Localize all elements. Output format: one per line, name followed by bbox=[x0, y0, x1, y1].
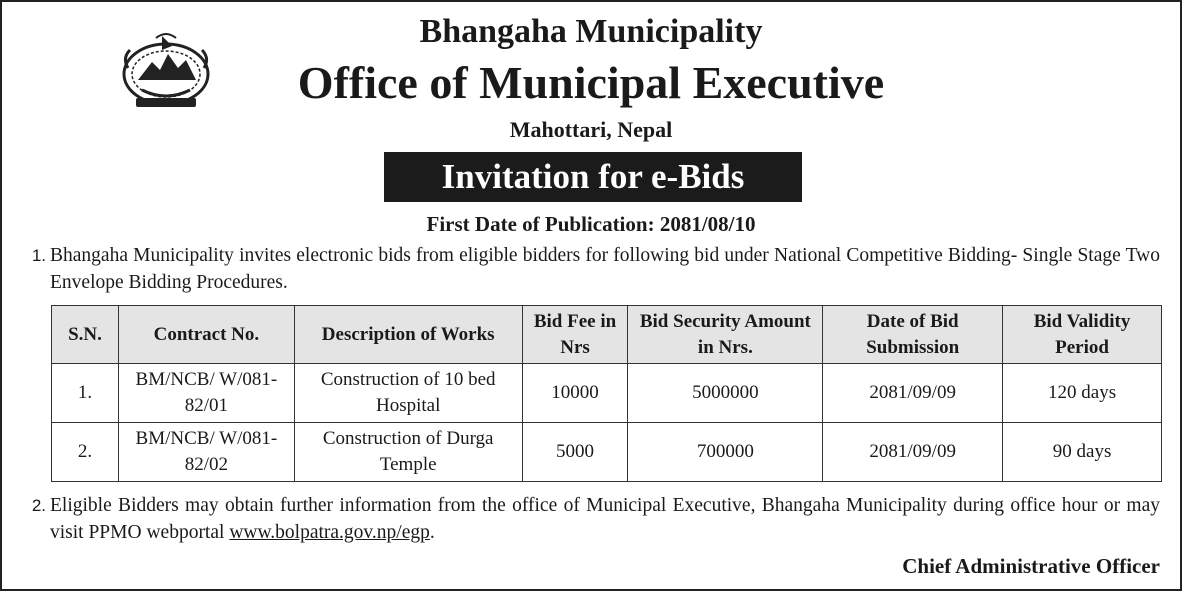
paragraph-text bbox=[50, 492, 1160, 546]
table-header-row bbox=[52, 306, 1162, 364]
cell-bid-fee: 10000 bbox=[522, 364, 628, 423]
cell-submission-date: 2081/09/09 bbox=[823, 423, 1003, 482]
paragraph-2 bbox=[18, 492, 1160, 546]
cell-sn: 2. bbox=[52, 423, 119, 482]
cell-contract-no: BM/NCB/ W/081-82/01 bbox=[118, 364, 294, 423]
paragraph-text-start: Eligible Bidders may obtain further information from the office of Municipal Executive, Bhangaha Municipality during office hour or may visit PPMO webportal bbox=[50, 495, 1160, 543]
paragraph-number: 1. bbox=[31, 246, 46, 265]
bid-table bbox=[51, 305, 1162, 482]
header-submission-date: Date of Bid Submission bbox=[823, 306, 1003, 364]
cell-bid-security: 700000 bbox=[628, 423, 823, 482]
cell-description: Construction of 10 bed Hospital bbox=[294, 364, 522, 423]
notice-banner: Invitation for e-Bids bbox=[384, 152, 802, 202]
header-bid-security: Bid Security Amount in Nrs. bbox=[628, 306, 823, 364]
table-row bbox=[52, 423, 1162, 482]
header-validity: Bid Validity Period bbox=[1003, 306, 1162, 364]
paragraph-1 bbox=[18, 242, 1160, 296]
header-bid-fee: Bid Fee in Nrs bbox=[522, 306, 628, 364]
header-description: Description of Works bbox=[294, 306, 522, 364]
cell-validity: 90 days bbox=[1003, 423, 1162, 482]
cell-bid-security: 5000000 bbox=[628, 364, 823, 423]
office-title: Office of Municipal Executive bbox=[297, 57, 885, 108]
paragraph-number: 2. bbox=[31, 496, 46, 515]
table-row bbox=[52, 364, 1162, 423]
cell-validity: 120 days bbox=[1003, 364, 1162, 423]
cell-submission-date: 2081/09/09 bbox=[823, 364, 1003, 423]
cell-bid-fee: 5000 bbox=[522, 423, 628, 482]
location: Mahottari, Nepal bbox=[509, 117, 673, 142]
cell-description: Construction of Durga Temple bbox=[294, 423, 522, 482]
header-contract-no: Contract No. bbox=[118, 306, 294, 364]
cell-contract-no: BM/NCB/ W/081-82/02 bbox=[118, 423, 294, 482]
cell-sn: 1. bbox=[52, 364, 119, 423]
municipality-name: Bhangaha Municipality bbox=[419, 13, 763, 50]
signature: Chief Administrative Officer bbox=[902, 554, 1160, 578]
publication-date: First Date of Publication: 2081/08/10 bbox=[426, 212, 756, 236]
paragraph-text: Bhangaha Municipality invites electronic bids from eligible bidders for following bid under National Competitive Bidding- Single Stage Two Envelope Bidding Procedures. bbox=[50, 245, 1160, 293]
ppmo-webportal-link[interactable]: www.bolpatra.gov.np/egp bbox=[229, 522, 430, 543]
header-sn: S.N. bbox=[52, 306, 119, 364]
paragraph-text-end: . bbox=[429, 522, 435, 543]
